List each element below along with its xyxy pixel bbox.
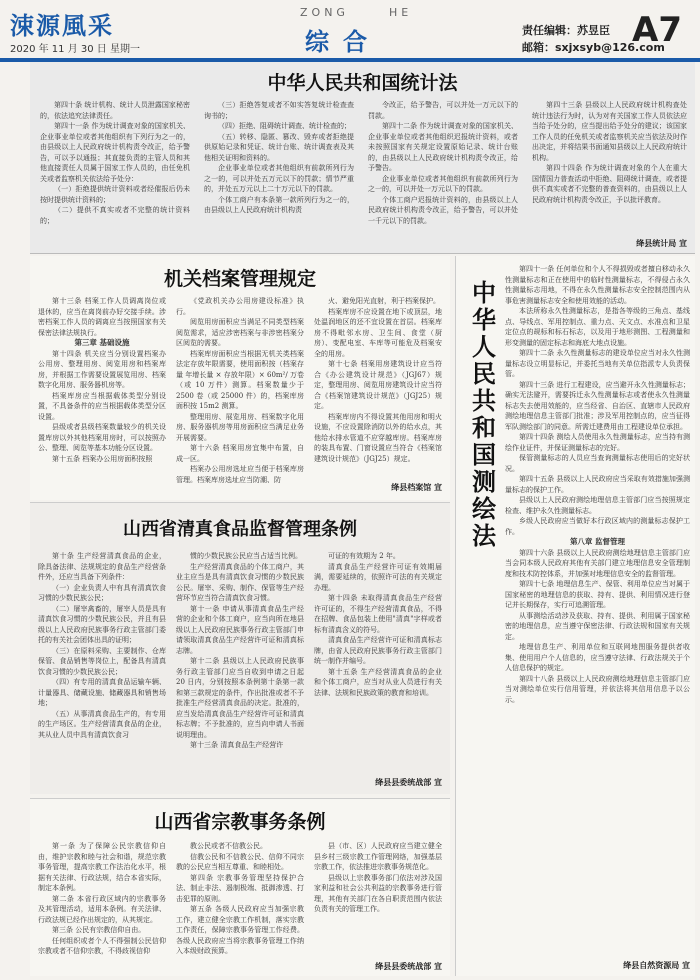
paragraph: 地理信息生产、利用单位和互联网地图服务提供者收集、使用用户个人信息的，应当遵守法律、行政法规关于个人信息保护的规定。 bbox=[505, 643, 690, 672]
paragraph: 阅览用房面积应当满足不同类型档案阅览需求，适应涉密档案与非涉密档案分区阅览的需要。 bbox=[176, 318, 304, 347]
paragraph: 第四十条 统计机构、统计人员泄露国家秘密的，依法追究法律责任。 bbox=[40, 101, 190, 120]
paragraph: 第四十八条 县级以上人民政府测绘地理信息主管部门应当对测绘单位实行信用管理，并依法将其信用信息予以公示。 bbox=[505, 674, 690, 704]
paragraph: 第四十一条 任何单位和个人不得损毁或者擅自移动永久性测量标志和正在使用中的临时性测量标志，不得侵占永久性测量标志用地，不得在永久性测量标志安全控制范围内从事危害测量标志安全和使用效能的活动。 bbox=[505, 265, 690, 305]
paragraph: 第十四条 机关应当分别设置档案办公用房、整理用房、阅览用房和档案库房，并根据工作需要设置展览用房、档案数字化用房、服务器机房等。 bbox=[38, 349, 166, 389]
paragraph: （五）转移、隐匿、篡改、毁弃或者拒绝提供原始记录和凭证、统计台账、统计调查表及其他相关证明和资料的。 bbox=[204, 132, 354, 162]
editor-name: 责任编辑：苏昱臣 bbox=[522, 24, 610, 37]
paragraph: 乡级人民政府应当做好本行政区域内的测量标志保护工作。 bbox=[505, 517, 690, 536]
archive-col3 bbox=[314, 296, 442, 476]
archive-rules-title: 机关档案管理规定 bbox=[163, 268, 316, 290]
religion-title: 山西省宗教事务条例 bbox=[154, 811, 326, 833]
paragraph: 第四十二条 永久性测量标志的建设单位应当对永久性测量标志设立明显标记，并委托当地有关单位指派专人负责保管。 bbox=[505, 349, 690, 378]
paper-name: 涑源風采 bbox=[10, 12, 114, 40]
halal-col2 bbox=[176, 551, 304, 791]
archive-col1 bbox=[38, 296, 166, 496]
paragraph: 第四十二条 作为统计调查对象的国家机关、企业事业单位或者其他组织迟报统计资料，或者未按照国家有关规定设置原始记录、统计台账的，由县级以上人民政府统计机构责令改正，给予警告。 bbox=[368, 122, 518, 172]
halal-col3 bbox=[314, 551, 442, 773]
paragraph: 清真食品生产经营许可证和清真标志牌，由省人民政府民族事务行政主管部门统一制作并编号。 bbox=[314, 636, 442, 665]
paragraph: 第四十四条 测绘人员使用永久性测量标志，应当持有测绘作业证件，并保证测量标志的完好。 bbox=[505, 433, 690, 452]
archive-rules-article bbox=[30, 256, 450, 500]
halal-title: 山西省清真食品监督管理条例 bbox=[123, 519, 357, 540]
paragraph: 令改正，给予警告，可以并处一万元以下的罚款。 bbox=[368, 101, 518, 120]
religion-col1 bbox=[38, 841, 166, 975]
stats-law-col2 bbox=[204, 100, 354, 250]
paragraph: 惯的少数民族公民应当占适当比例。 bbox=[190, 552, 302, 560]
paragraph: 档案库房不应设置在地下或顶层，地处温润地区的还不宜设置在首层。档案库房不得毗邻水房、卫生间、食堂（厨房）、变配电室、车库等可能危及档案安全的用房。 bbox=[314, 307, 442, 358]
paragraph: 企业事业单位或者其他组织有前款所列行为之一的，可以并处一万元以下的罚款。 bbox=[368, 174, 518, 193]
halal-article bbox=[30, 502, 450, 794]
paragraph: 信教公民和不信教公民、信仰不同宗教的公民应当相互尊重、和睦相处。 bbox=[176, 852, 304, 871]
chapter-heading: 第八章 监督管理 bbox=[569, 537, 626, 546]
paragraph: 档案库房内不得设置其他用房和明火设施，不应设置除消防以外的给水点，其他给水排水管道不应穿越库房。档案库房的装具布置、门窗设置应当符合《档案馆建筑设计规范》（JGJ25）规定。 bbox=[314, 412, 442, 463]
paragraph: （二）屠宰禽畜的，屠宰人员是具有清真饮食习惯的少数民族公民，并且有县级以上人民政府民族事务行政主管部门委托的有关社会团体出具的证明； bbox=[38, 604, 166, 644]
paragraph: 第十五条 档案办公用房面积按照 bbox=[52, 454, 153, 463]
page-number: A7 bbox=[632, 10, 682, 50]
paragraph: 清真食品生产经营许可证有效期届满，需要延续的，依照许可法的有关规定办理。 bbox=[314, 562, 442, 592]
survey-law-body bbox=[505, 264, 690, 924]
section-english bbox=[300, 6, 452, 19]
paragraph: 第十一条 申请从事清真食品生产经营的企业和个体工商户，应当向所在地县级以上人民政府民族事务行政主管部门申请领取清真食品生产经营许可证和清真标志牌。 bbox=[176, 604, 304, 655]
paragraph: （五）从事清真食品生产的，有专用的生产场区。生产经营清真食品的企业，其从业人员中具有清真饮食习 bbox=[38, 709, 166, 739]
paragraph: 第十条 生产经营清真食品的企业，除具备法律、法规规定的食品生产经营条件外，还应当具备下列条件： bbox=[38, 552, 166, 581]
paragraph: 《党政机关办公用房建设标准》执行。 bbox=[176, 297, 304, 316]
stats-law-byline: 绛县统计局 宣 bbox=[636, 239, 687, 248]
paragraph: 第四十五条 县级以上人民政府应当采取有效措施加强测量标志的保护工作。 bbox=[505, 475, 690, 494]
paragraph: 第十三条 档案工作人员调离岗位或退休的，应当在离岗前办好交接手续。涉密档案工作人员的调离应当按照国家有关保密法律法规执行。 bbox=[38, 297, 166, 337]
stats-law-article bbox=[30, 62, 695, 254]
paragraph: 县（市、区）人民政府应当建立健全县乡村三级宗教工作管理网络，加强基层宗教工作，依法推进宗教事务规范化。 bbox=[314, 842, 442, 871]
paragraph: 任何组织或者个人不得强制公民信仰宗教或者不信仰宗教，不得歧视信仰 bbox=[38, 936, 166, 955]
paragraph: 县级以上人民政府测绘地理信息主管部门应当按照规定检查、维护永久性测量标志。 bbox=[505, 496, 690, 515]
paragraph: 第四十三条 进行工程建设，应当避开永久性测量标志；确实无法避开，需要拆迁永久性测量标志或者使永久性测量标志失去使用效能的，应当经省、自治区、直辖市人民政府测绘地理信息主管部门批准；涉及军用控制点的，应当征得军队测绘部门的同意。所需迁建费用由工程建设单位承担。 bbox=[505, 380, 690, 431]
religion-col3 bbox=[314, 841, 442, 956]
paragraph: 个体工商户迟报统计资料的，由县级以上人民政府统计机构责令改正，给予警告，可以并处一千元以下的罚款。 bbox=[368, 195, 518, 225]
paragraph: 火、避免阳光直射，利于档案保护。 bbox=[328, 297, 440, 305]
paragraph: （四）拒绝、阻碍统计调查、统计检查的； bbox=[218, 122, 351, 130]
halal-col1 bbox=[38, 551, 166, 791]
stats-law-title: 中华人民共和国统计法 bbox=[267, 72, 458, 94]
paragraph: 第十七条 档案用房建筑设计应当符合《办公建筑设计规范》（JGJ67）规定，整理用房、阅览用房建筑设计应当符合《档案馆建筑设计规范》（JGJ25）规定。 bbox=[314, 360, 442, 410]
religion-col2 bbox=[176, 841, 304, 975]
paragraph: 第十五条 生产经营清真食品的企业和个体工商户，应当对从业人员进行有关法律、法规和民族政策的教育和培训。 bbox=[314, 667, 442, 697]
paragraph: 档案库房面积应当根据无机关类档案法定存放年限需要，使用面积按（档案存量 年增长量 × 存放年限）× 60m²/ 万卷（或 10 万件）测算。档案数量少于 2500 卷（或 25000 件）的，档案库房面积按 15m2 测算。 bbox=[176, 349, 304, 410]
paragraph: 第十二条 县级以上人民政府民族事务行政主管部门应当自收到申请之日起 20 日内，分别按照本条例第十条第一款和第三款规定的条件，作出批准或者不予批准生产经营清真食品的决定。批准的，应当发给清真食品生产经营许可证和清真标志牌；不予批准的，应当向申请人书面说明理由。 bbox=[176, 657, 304, 739]
paragraph: 县级或者县级档案数量较少的机关设置库房以外其他档案用房时，可以按照办公、整理、阅览等基本功能分区设置。 bbox=[38, 423, 166, 452]
paragraph: （一）企业负责人中有具有清真饮食习惯的少数民族公民； bbox=[38, 583, 166, 602]
paragraph: 教公民或者不信教公民。 bbox=[190, 842, 267, 850]
survey-law-byline: 绛县自然资源局 宣 bbox=[623, 961, 690, 970]
paragraph: 可证的有效期为 2 年。 bbox=[328, 552, 400, 560]
archive-byline: 绛县档案馆 宣 bbox=[391, 483, 442, 492]
stats-law-col4 bbox=[532, 100, 687, 235]
paragraph: 第四十一条 作为统计调查对象的国家机关、企业事业单位或者其他组织有下列行为之一的，由县级以上人民政府统计机构责令改正，给予警告，可以予以通报；其直接负责的主管人员和其他直接责任人员属于国家工作人员的，由任免机关或者监察机关依法给予处分： bbox=[40, 122, 190, 183]
paragraph: 第十六条 档案用房宜集中布置，自成一区。 bbox=[176, 444, 304, 463]
paragraph: （四）有专用的清真食品运输车辆、计量器具、储藏设施、储藏器具和销售场地； bbox=[38, 678, 166, 707]
paragraph: 第二条 本省行政区域内的宗教事务及其管理活动，适用本条例。有关法律、行政法规已经作出规定的，从其规定。 bbox=[38, 894, 166, 924]
section-english-1: ZONG bbox=[300, 6, 349, 19]
paragraph: 县级以上宗教事务部门依法对涉及国家利益和社会公共利益的宗教事务进行管理，其他有关部门在各自职责范围内依法负责有关的管理工作。 bbox=[314, 873, 442, 913]
archive-col2 bbox=[176, 296, 304, 496]
paragraph: 第四十六条 县级以上人民政府测绘地理信息主管部门应当会同本级人民政府其他有关部门建立地理信息安全管理制度和技术防控体系，并加强对地理信息安全的监督管理。 bbox=[505, 548, 690, 578]
paragraph: 第三条 公民有宗教信仰自由。 bbox=[52, 926, 146, 934]
paragraph: 第十三条 清真食品生产经营许 bbox=[190, 741, 284, 749]
paragraph: 第四十四条 作为统计调查对象的个人在重大国情国力普查活动中拒绝、阻碍统计调查，或者提供不真实或者不完整的普查资料的，由县级以上人民政府统计机构责令改正，予以批评教育。 bbox=[532, 164, 687, 204]
paragraph: （三）拒绝答复或者不如实答复统计检查查询书的； bbox=[204, 101, 354, 120]
paragraph: 第四十三条 县级以上人民政府统计机构查处统计违法行为时，认为对有关国家工作人员依法应当给予处分的，应当提出给予处分的建议；该国家工作人员的任免机关或者监察机关应当依法及时作出决定，并将结果书面通知县级以上人民政府统计机构。 bbox=[532, 101, 687, 162]
paragraph: 第一条 为了保障公民宗教信仰自由，维护宗教和睦与社会和谐，规范宗教事务管理，提高宗教工作法治化水平，根据有关法律、行政法规，结合本省实际，制定本条例。 bbox=[38, 842, 166, 892]
paragraph: 第四条 宗教事务管理坚持保护合法、制止非法、遏制极端、抵御渗透、打击犯罪的原则。 bbox=[176, 873, 304, 903]
paragraph: 第五条 各级人民政府应当加强宗教工作，建立健全宗教工作机制，落实宗教工作责任，保障宗教事务管理工作经费。各级人民政府应当将宗教事务管理工作纳入本级财政预算。 bbox=[176, 905, 304, 955]
paragraph: 生产经营清真食品的个体工商户，其业主应当是具有清真饮食习惯的少数民族公民。屠宰、采购、制作、保管等生产经营环节应当符合清真饮食习惯。 bbox=[176, 562, 304, 602]
section-english-2: HE bbox=[388, 6, 413, 19]
chapter-heading: 第三章 基础设施 bbox=[74, 338, 130, 347]
section-title: 综合 bbox=[305, 28, 381, 56]
paragraph: 档案库房应当根据载体类型分别设置，不具备条件的应当根据载体类型分区设置。 bbox=[38, 391, 166, 421]
halal-byline: 绛县县委统战部 宣 bbox=[375, 778, 442, 787]
paragraph: 企业事业单位或者其他组织有前款所列行为之一的，可以并处五万元以下的罚款；情节严重的，并处五万元以上二十万元以下的罚款。 bbox=[204, 164, 354, 193]
religion-article bbox=[30, 798, 450, 976]
masthead bbox=[0, 0, 700, 60]
paragraph: （二）提供不真实或者不完整的统计资料的； bbox=[40, 206, 190, 225]
editor-email: 邮箱：sxjxsyb@126.com bbox=[522, 41, 665, 54]
survey-law-title: 中华人民共和国测绘法 bbox=[472, 279, 496, 550]
issue-date: 2020 年 11 月 30 日 星期一 bbox=[10, 44, 140, 55]
paragraph: （三）在原料采购、主要制作、仓库保管、食品销售等岗位上，配备具有清真饮食习惯的少数民族公民； bbox=[38, 646, 166, 676]
paragraph: 档案办公用房选址应当便于档案库房管理。档案库房选址应当防潮、防 bbox=[176, 465, 304, 484]
paragraph: 个体工商户有本条第一款所列行为之一的，由县级以上人民政府统计机构责 bbox=[204, 195, 354, 214]
paragraph: 保管测量标志的人员应当查询测量标志使用后的完好状况。 bbox=[505, 454, 690, 473]
paragraph: （一）拒绝提供统计资料或者经催报后仍未按时提供统计资料的； bbox=[40, 185, 190, 204]
paragraph: 从事测绘活动涉及获取、持有、提供、利用属于国家秘密的地理信息，应当遵守保密法律、行政法规和国家有关规定。 bbox=[505, 611, 690, 641]
paragraph: 整理用房、展览用房、档案数字化用房、服务器机房等用房面积应当满足业务开展需要。 bbox=[176, 412, 304, 442]
religion-byline: 绛县县委统战部 宣 bbox=[375, 962, 442, 971]
paragraph: 本法所称永久性测量标志，是指各等级的三角点、基线点、导线点、军用控制点、重力点、天文点、水准点和卫星定位点的觇标和标石标志，以及用于地形测图、工程测量和形变测量的固定标志和海底大地点设施。 bbox=[505, 307, 690, 347]
stats-law-col1 bbox=[40, 100, 190, 250]
paragraph: 第四十七条 地理信息生产、保管、利用单位应当对属于国家秘密的地理信息的获取、持有、提供、利用情况进行登记并长期保存，实行可追溯管理。 bbox=[505, 580, 690, 609]
paragraph: 第十四条 未取得清真食品生产经营许可证的，不得生产经营清真食品，不得在招牌、食品包装上使用"清真"字样或者标有清真含义的符号。 bbox=[314, 594, 442, 634]
stats-law-col3 bbox=[368, 100, 518, 250]
